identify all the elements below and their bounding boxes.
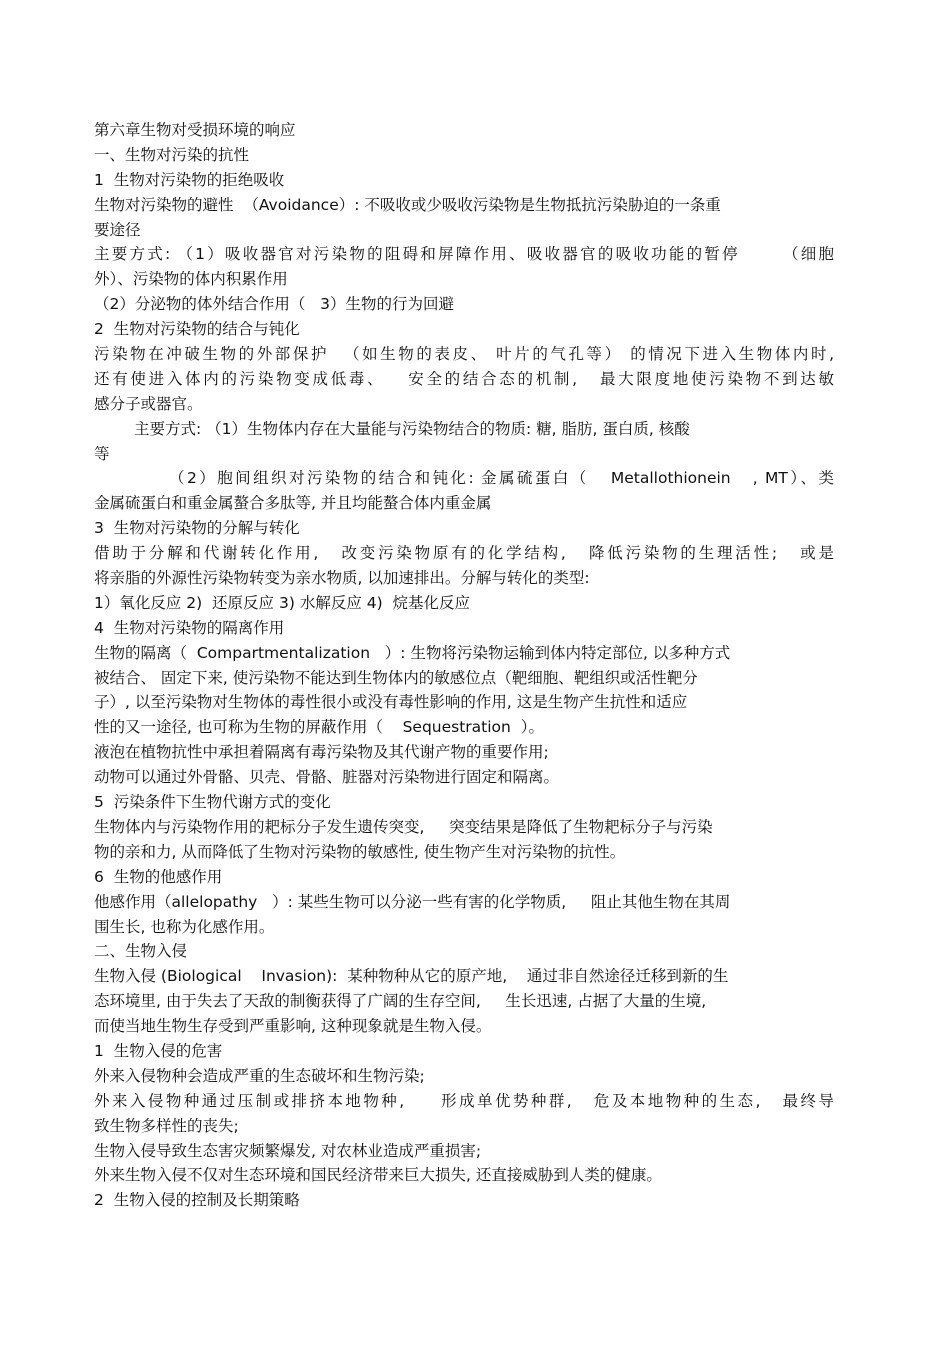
text-line: 生物体内与污染物作用的耙标分子发生遗传突变, 突变结果是降低了生物耙标分子与污染 bbox=[94, 817, 713, 836]
text-line: 感分子或器官。 bbox=[94, 394, 203, 413]
text-line: 2 生物对污染物的结合与钝化 bbox=[94, 320, 300, 339]
text-line: 二、生物入侵 bbox=[94, 942, 188, 961]
text-line: 液泡在植物抗性中承担着隔离有毒污染物及其代谢产物的重要作用; bbox=[94, 743, 549, 762]
text-line: 第六章生物对受损环境的响应 bbox=[94, 121, 296, 139]
text-line: 生物的隔离（ Compartmentalization ）: 生物将污染物运输到体内特定部位, 以多种方式 bbox=[94, 643, 731, 662]
text-line: 要途径 bbox=[94, 220, 141, 239]
text-line: 3 生物对污染物的分解与转化 bbox=[94, 519, 300, 538]
text-line: 1 生物对污染物的拒绝吸收 bbox=[94, 170, 285, 189]
text-line: 外来入侵物种会造成严重的生态破坏和生物污染; bbox=[94, 1066, 425, 1085]
text-line: 还有使进入体内的污染物变成低毒、 安全的结合态的机制, 最大限度地使污染物不到达敏 bbox=[94, 369, 834, 388]
text-line: 借助于分解和代谢转化作用, 改变污染物原有的化学结构, 降低污染物的生理活性; 或是 bbox=[94, 544, 834, 563]
text-line: 而使当地生物生存受到严重影响, 这种现象就是生物入侵。 bbox=[94, 1017, 492, 1036]
document-body bbox=[94, 118, 834, 1213]
text-line: 外）、污染物的体内积累作用 bbox=[94, 270, 288, 289]
text-line: 1）氧化反应 2) 还原反应 3) 水解反应 4) 烷基化反应 bbox=[94, 593, 471, 612]
text-line: 物的亲和力, 从而降低了生物对污染物的敏感性, 使生物产生对污染物的抗性。 bbox=[94, 842, 626, 861]
text-line: 生物入侵导致生态害灾频繁爆发, 对农林业造成严重损害; bbox=[94, 1141, 482, 1160]
text-line: 一、生物对污染的抗性 bbox=[94, 145, 250, 164]
text-line: 生物入侵 (Biological Invasion): 某种物种从它的原产地, 通过非自然途径迁移到新的生 bbox=[94, 967, 729, 986]
text-line: 6 生物的他感作用 bbox=[94, 867, 223, 886]
text-line: 动物可以通过外骨骼、贝壳、骨骼、脏器对污染物进行固定和隔离。 bbox=[94, 768, 560, 787]
text-line: 污染物在冲破生物的外部保护 （如生物的表皮、 叶片的气孔等） 的情况下进入生物体内时, bbox=[94, 345, 834, 364]
text-line: 围生长, 也称为化感作用。 bbox=[94, 917, 275, 936]
text-line: 主要方式: （1）生物体内存在大量能与污染物结合的物质: 糖, 脂肪, 蛋白质, 核酸 bbox=[134, 419, 690, 438]
text-line: 性的又一途径, 也可称为生物的屏蔽作用（ Sequestration ）。 bbox=[94, 718, 544, 737]
text-line: 4 生物对污染物的隔离作用 bbox=[94, 618, 285, 637]
text-line: 1 生物入侵的危害 bbox=[94, 1041, 223, 1060]
text-line: （2）胞间组织对污染物的结合和钝化: 金属硫蛋白（ Metallothionein , MT）、类 bbox=[169, 469, 834, 488]
text-line: 生物对污染物的避性 （Avoidance）: 不吸收或少吸收污染物是生物抵抗污染胁迫的一条重 bbox=[94, 195, 721, 214]
text-line: 他感作用（allelopathy ）: 某些生物可以分泌一些有害的化学物质, 阻止其他生物在其周 bbox=[94, 892, 731, 911]
text-line: 金属硫蛋白和重金属螯合多肽等, 并且均能螯合体内重金属 bbox=[94, 494, 492, 513]
text-line: 致生物多样性的丧失; bbox=[94, 1116, 239, 1135]
text-line: 主要方式: （1）吸收器官对污染物的阻碍和屏障作用、吸收器官的吸收功能的暂停 （细胞 bbox=[94, 245, 834, 264]
text-line: （2）分泌物的体外结合作用（ 3）生物的行为回避 bbox=[94, 295, 455, 314]
text-line: 被结合、 固定下来, 使污染物不能达到生物体内的敏感位点（靶细胞、靶组织或活性靶分 bbox=[94, 668, 698, 687]
text-line: 5 污染条件下生物代谢方式的变化 bbox=[94, 793, 331, 812]
text-line: 2 生物入侵的控制及长期策略 bbox=[94, 1191, 300, 1210]
text-line: 将亲脂的外源性污染物转变为亲水物质, 以加速排出。分解与转化的类型: bbox=[94, 569, 590, 588]
text-line: 子）, 以至污染物对生物体的毒性很小或没有毒性影响的作用, 这是生物产生抗性和适应 bbox=[94, 693, 688, 712]
text-line: 态环境里, 由于失去了天敌的制衡获得了广阔的生存空间, 生长迅速, 占据了大量的生境, bbox=[94, 992, 707, 1011]
text-line: 外来生物入侵不仅对生态环境和国民经济带来巨大损失, 还直接威胁到人类的健康。 bbox=[94, 1166, 662, 1185]
text-line: 等 bbox=[94, 444, 110, 463]
text-line: 外来入侵物种通过压制或排挤本地物种, 形成单优势种群, 危及本地物种的生态, 最终导 bbox=[94, 1091, 834, 1110]
